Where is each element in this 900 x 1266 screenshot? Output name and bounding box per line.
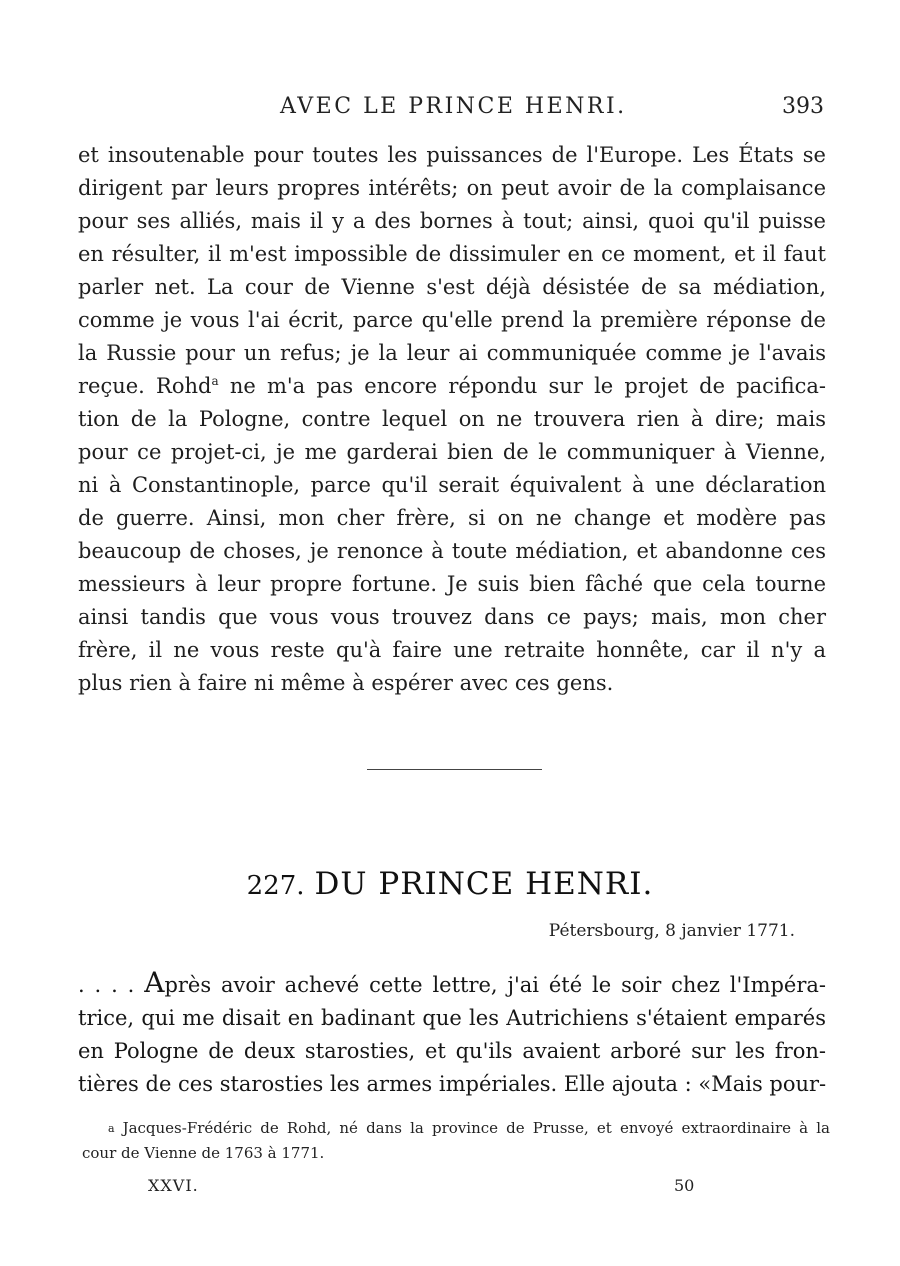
section-divider bbox=[367, 769, 542, 770]
letter-continuation bbox=[78, 139, 826, 700]
text-fragment: reçue. Rohd bbox=[78, 374, 212, 398]
letter-body bbox=[78, 966, 826, 1101]
text-line: beaucoup de choses, je renonce à toute médiation, et abandonne ces bbox=[78, 539, 826, 563]
text-line: tières de ces starosties les armes impériales. Elle ajouta : «Mais pour- bbox=[78, 1072, 827, 1096]
letter-number: 227. bbox=[246, 871, 305, 901]
text-line: tion de la Pologne, contre lequel on ne trouvera rien à dire; mais bbox=[78, 407, 826, 431]
text-line: dirigent par leurs propres intérêts; on peut avoir de la complaisance bbox=[78, 176, 826, 200]
text-line: plus rien à faire ni même à espérer avec ces gens. bbox=[78, 671, 614, 695]
text-line: trice, qui me disait en badinant que les Autrichiens s'étaient emparés bbox=[78, 1006, 826, 1030]
text-line: en résulter, il m'est impossible de dissimuler en ce moment, et il faut bbox=[78, 242, 826, 266]
footnote-text: Jacques-Frédéric de Rohd, né dans la province de Prusse, et envoyé extraordinaire à la bbox=[122, 1119, 830, 1137]
letter-first-line bbox=[78, 966, 826, 1002]
running-head bbox=[0, 94, 900, 124]
footnote-line: cour de Vienne de 1763 à 1771. bbox=[82, 1144, 325, 1162]
letter-heading bbox=[0, 866, 900, 902]
dateline: Pétersbourg, 8 janvier 1771. bbox=[548, 921, 795, 941]
text-line: en Pologne de deux starosties, et qu'ils avaient arboré sur les fron- bbox=[78, 1039, 826, 1063]
initial-letter: A bbox=[144, 966, 165, 999]
text-line: ainsi tandis que vous vous trouvez dans ce pays; mais, mon cher bbox=[78, 605, 826, 629]
text-line: de guerre. Ainsi, mon cher frère, si on ne change et modère pas bbox=[78, 506, 826, 530]
text-line: la Russie pour un refus; je la leur ai communiquée comme je l'avais bbox=[78, 341, 826, 365]
ellipsis: . . . . bbox=[78, 973, 145, 997]
text-line: pour ses alliés, mais il y a des bornes à tout; ainsi, quoi qu'il puisse bbox=[78, 209, 826, 233]
signature-mark: XXVI. bbox=[148, 1176, 199, 1195]
page-number: 393 bbox=[782, 94, 824, 119]
sheet-number: 50 bbox=[674, 1176, 695, 1195]
letter-title: DU PRINCE HENRI. bbox=[314, 866, 654, 902]
text-line-with-footnote bbox=[78, 370, 826, 403]
footnote-line bbox=[82, 1116, 830, 1141]
text-line: comme je vous l'ai écrit, parce qu'elle prend la première réponse de bbox=[78, 308, 826, 332]
footnote-marker: a bbox=[108, 1122, 115, 1135]
text-line: ni à Constantinople, parce qu'il serait équivalent à une déclaration bbox=[78, 473, 826, 497]
text-line: et insoutenable pour toutes les puissances de l'Europe. Les États se bbox=[78, 143, 826, 167]
text-line: frère, il ne vous reste qu'à faire une retraite honnête, car il n'y a bbox=[78, 638, 826, 662]
text-fragment: ne m'a pas encore répondu sur le projet de pacifica- bbox=[218, 374, 827, 398]
text-line: pour ce projet-ci, je me garderai bien de le communiquer à Vienne, bbox=[78, 440, 826, 464]
footnote bbox=[82, 1116, 830, 1166]
footnote-reference[interactable]: a bbox=[211, 374, 219, 388]
text-line: messieurs à leur propre fortune. Je suis bien fâché que cela tourne bbox=[78, 572, 826, 596]
text-line: parler net. La cour de Vienne s'est déjà désistée de sa médiation, bbox=[78, 275, 826, 299]
text-fragment: près avoir achevé cette lettre, j'ai été le soir chez l'Impéra- bbox=[164, 973, 827, 997]
running-title: AVEC LE PRINCE HENRI. bbox=[280, 94, 627, 119]
